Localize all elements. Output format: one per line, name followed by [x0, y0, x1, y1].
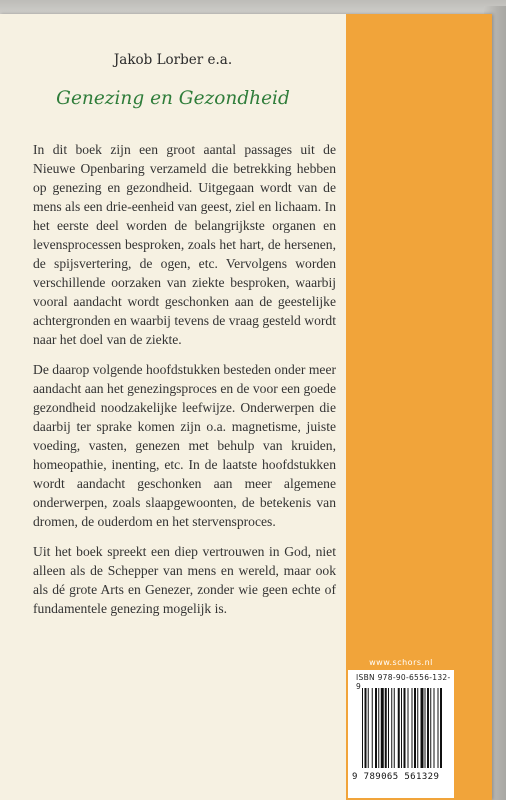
blurb-paragraph-2: De daarop volgende hoofdstukken besteden onder meer aandacht aan het genezingsproces en de voor een goede gezondheid noodzakelijke leefwijze. Onderwerpen die daarbij ter sprake komen zijn o.a. magnetisme, juiste voeding, vasten, genezen met behulp van kruiden, homeopathie, inenting, etc. In de laatste hoofdstukken wordt aandacht geschonken aan meer algemene onderwerpen, zoals slaapgewoonten, de betekenis van dromen, de ouderdom en het stervensproces.	[33, 362, 336, 529]
barcode-digits: 9 789065 561329	[352, 772, 440, 782]
author-name: Jakob Lorber e.a.	[113, 52, 233, 68]
barcode-label	[348, 656, 454, 798]
blurb	[33, 140, 336, 629]
blurb-paragraph-3: Uit het boek spreekt een diep vertrouwen in God, niet alleen als de Schepper van mens en wereld, maar ook als dé grote Arts en Genezer, zonder wie geen echte of fundamentele genezing mogelijk is.	[33, 544, 336, 616]
publisher-url: www.schors.nl	[348, 656, 454, 670]
blurb-paragraph-1: In dit boek zijn een groot aantal passages uit de Nieuwe Openbaring verzameld die betrekking hebben op genezing en gezondheid. Uitgegaan wordt van de mens als een drie-eenheid van geest, ziel en lichaam. In het eerste deel worden de belangrijkste organen en levensprocessen besproken, zoals het hart, de hersenen, de spijsvertering, de ogen, etc. Vervolgens worden verschillende oorzaken van ziekte besproken, waarbij vooral aandacht wordt geschonken aan de geestelijke achtergronden en waarbij tevens de vraag gesteld wordt naar het doel van de ziekte.	[33, 142, 336, 347]
isbn-text: ISBN 978-90-6556-132-9	[356, 673, 451, 691]
back-cover	[0, 14, 492, 800]
book-title: Genezing en Gezondheid	[56, 88, 290, 109]
barcode-bars	[362, 688, 442, 770]
